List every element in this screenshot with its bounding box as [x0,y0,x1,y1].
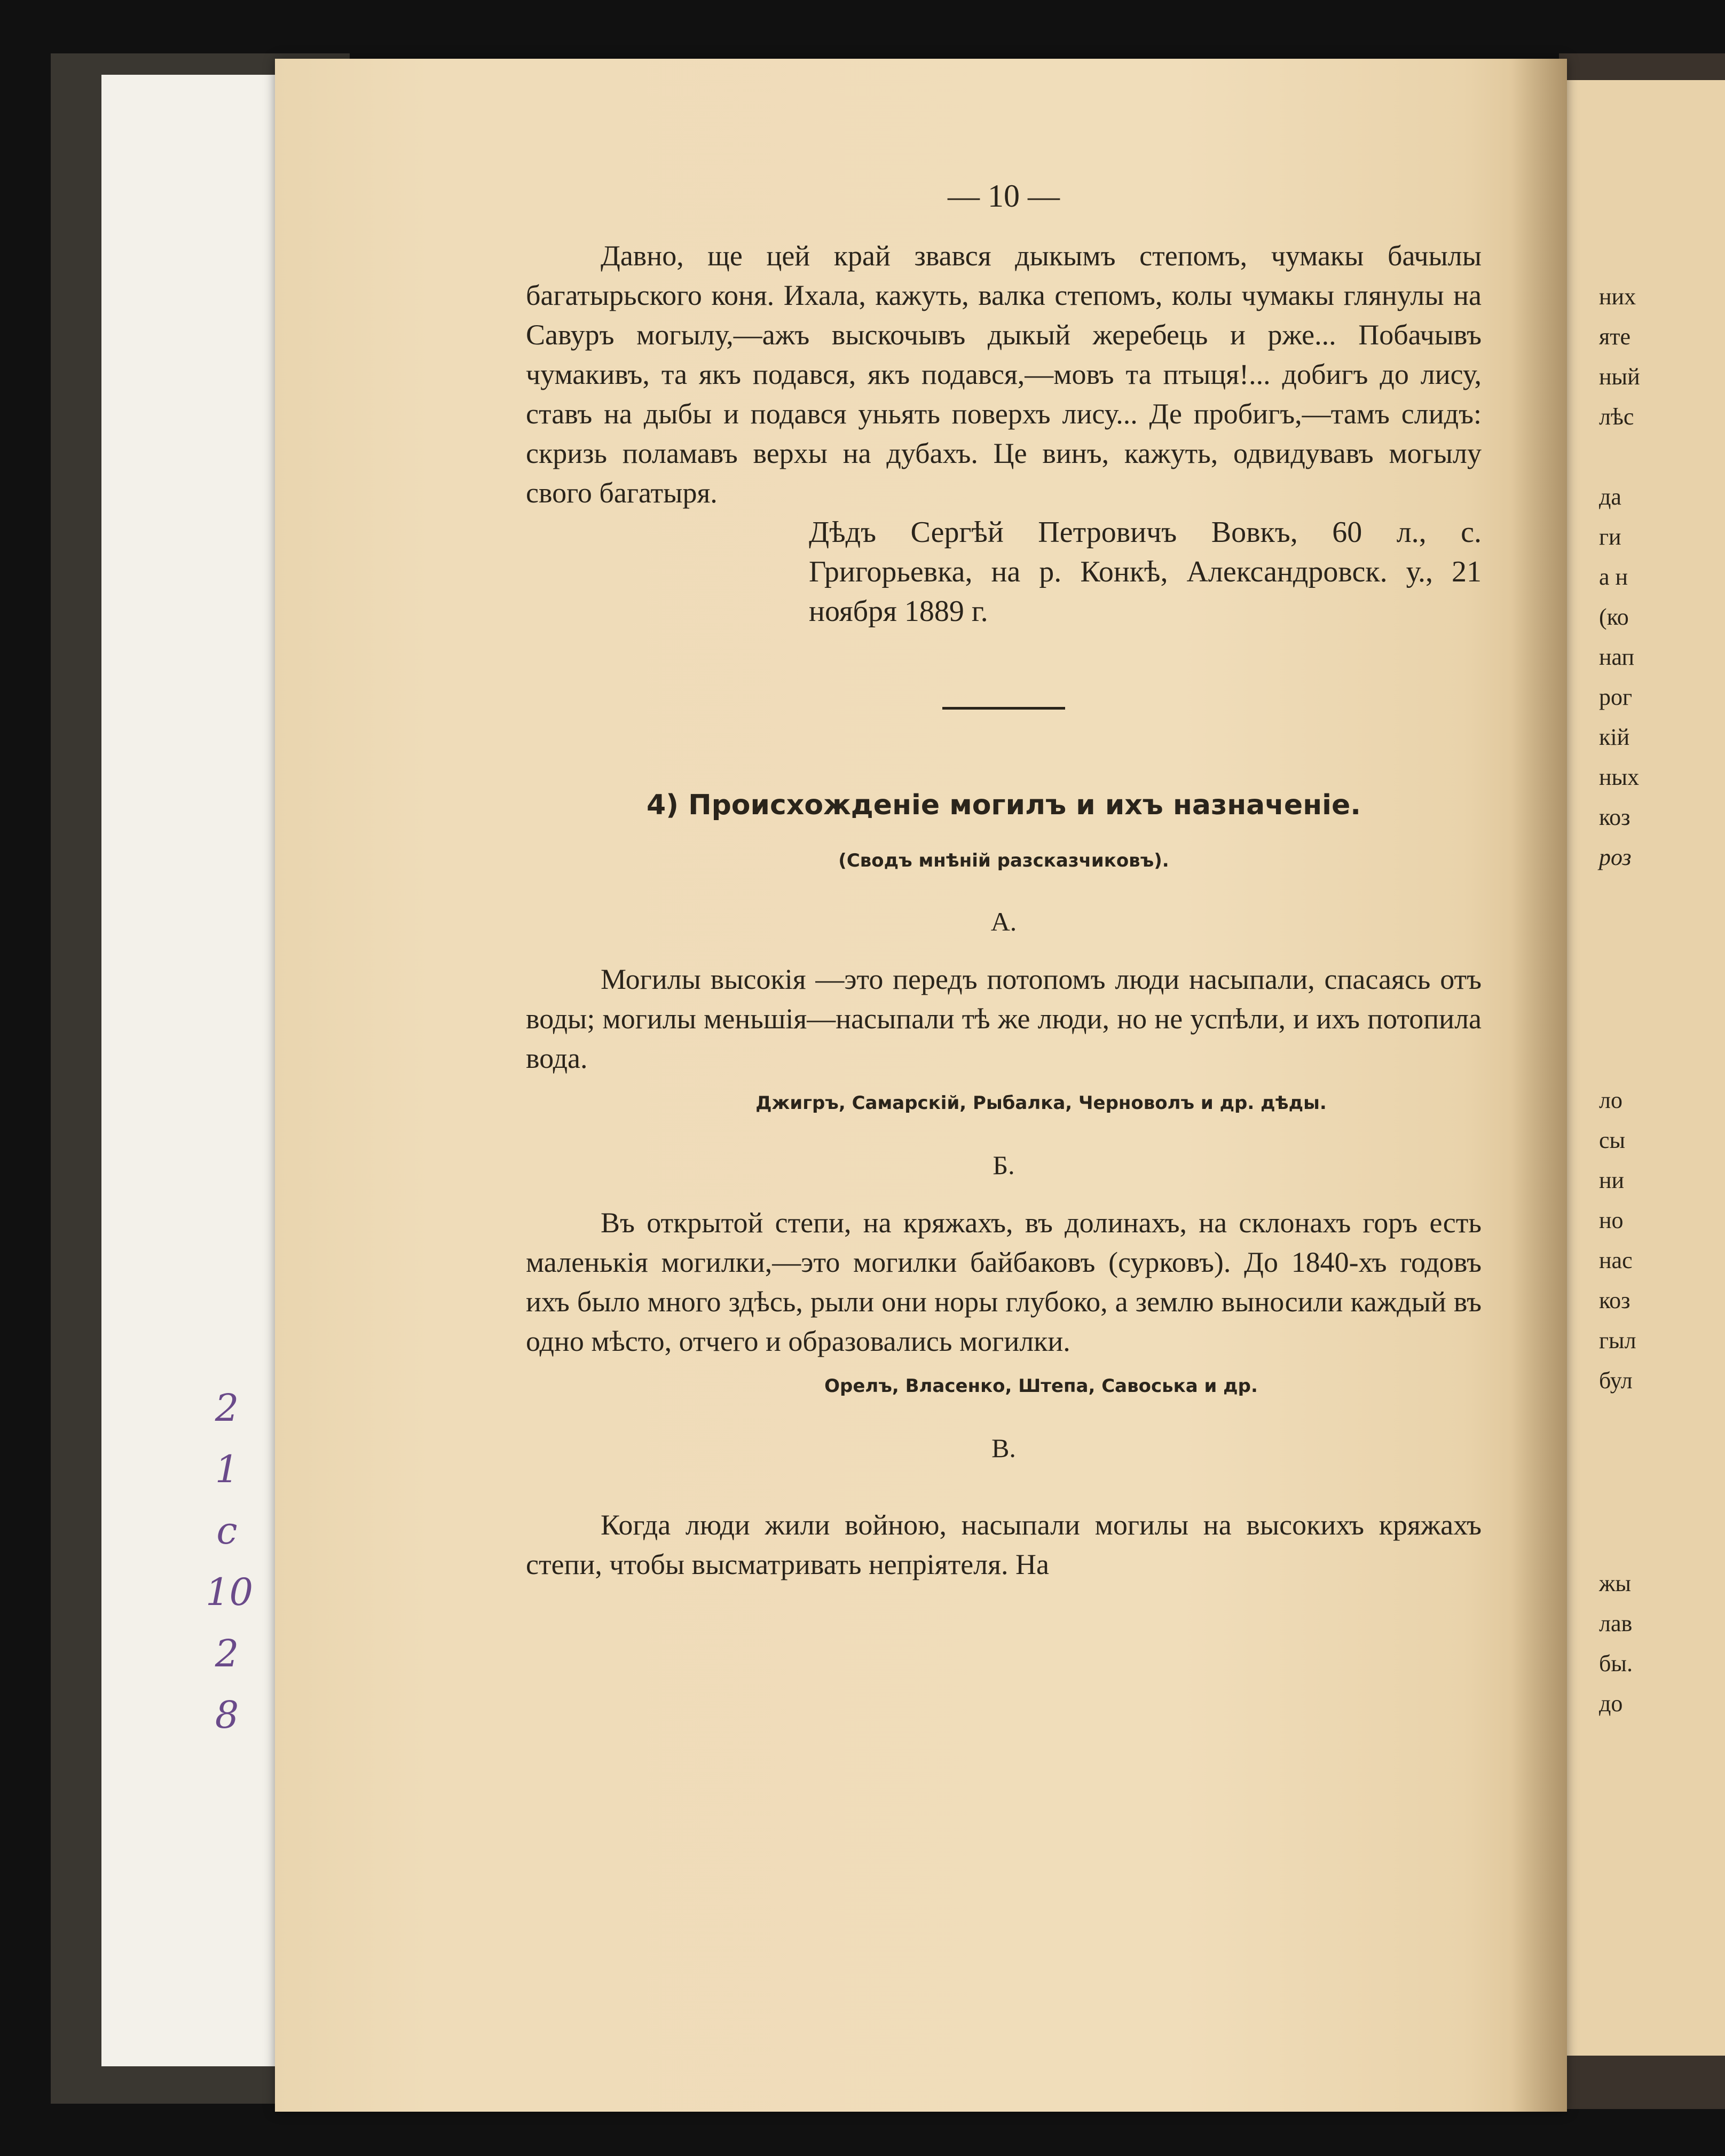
facing-page-fragment: ги [1599,524,1621,550]
facing-page [1562,80,1725,2056]
facing-page-fragment: бы. [1599,1650,1633,1677]
facing-page-fragment: нас [1599,1247,1633,1273]
page-number: — 10 — [948,178,1060,214]
page-text [526,176,1482,1584]
margin-handwriting [206,1378,254,1746]
facing-page-fragment: кій [1599,724,1630,750]
handwritten-mark: 2 [215,1386,239,1430]
handwritten-mark: 8 [215,1693,239,1737]
story-attribution: Дѣдъ Сергѣй Петровичъ Вовкъ, 60 л., с. Григорьевка, на р. Конкѣ, Александровск. у., 21 ноября 1889 г. [809,516,1482,628]
part-text: Когда люди жили войною, насыпали могилы на высокихъ кряжахъ степи, чтобы высматривать непріятеля. На [526,1509,1482,1580]
handwritten-mark: с [216,1509,238,1553]
facing-page-fragment: бул [1599,1367,1633,1394]
handwritten-mark: 2 [215,1632,239,1675]
facing-page-fragment: коз [1599,1287,1631,1313]
section-subheading: (Сводъ мнѣній разсказчиковъ). [838,850,1169,871]
facing-page-fragment: нап [1599,644,1635,670]
part-source: Джигръ, Самарскій, Рыбалка, Черноволъ и др. дѣды. [755,1092,1327,1114]
facing-page-fragment: до [1599,1690,1623,1717]
story-paragraph: Давно, ще цей край звався дыкымъ степомъ, чумакы бачылы багатырьского коня. Ихала, кажуть, валка степомъ, колы чумакы глянулы на Савуръ могылу,—ажъ выскочывъ дыкый жеребець и рже... Побачывъ чумакивъ, та якъ подався, якъ подався,—мовъ та птыця!... добигъ до лису, ставъ на дыбы и подався уньять поверхъ лису... Де пробигъ,—тамъ слидъ: скризь поламавъ верхы на дубахъ. Це винъ, кажуть, одвидувавъ могылу свого багатыря. [526,240,1482,509]
part-text: Въ открытой степи, на кряжахъ, въ долинахъ, на склонахъ горъ есть маленькія могилки,—это могилки байбаковъ (сурковъ). До 1840-хъ годовъ ихъ было много здѣсь, рыли они норы глубоко, а землю выносили каждый въ одно мѣсто, отчего и образовались могилки. [526,1207,1482,1357]
facing-page-fragment: гыл [1599,1327,1636,1354]
handwritten-mark: 10 [206,1570,254,1614]
page-gutter-shadow [1511,59,1567,2112]
facing-page-fragment: (ко [1599,604,1629,630]
part-source: Орелъ, Власенко, Штепа, Савоська и др. [824,1375,1258,1397]
section-heading: 4) Происхожденіе могилъ и ихъ назначеніе. [647,789,1361,821]
facing-page-fragment: роз [1599,844,1632,870]
facing-page-fragment: коз [1599,804,1631,830]
facing-page-fragment: ни [1599,1167,1625,1193]
facing-page-fragment: яте [1599,324,1631,350]
facing-page-fragment: ло [1599,1087,1622,1113]
part-letter: В. [991,1433,1016,1463]
facing-page-fragment: сы [1599,1127,1626,1153]
facing-page-fragment: жы [1599,1570,1631,1596]
facing-page-fragment: ный [1599,364,1640,390]
part-letter: Б. [993,1150,1015,1180]
handwritten-mark: 1 [215,1447,239,1491]
part-letter: А. [990,907,1017,937]
facing-page-fragment: лѣс [1599,404,1634,430]
facing-page-fragment: рог [1599,684,1633,710]
facing-page-fragment: а н [1599,564,1628,590]
part-text: Могилы высокія —это передъ потопомъ люди насыпали, спасаясь отъ воды; могилы меньшія—насыпали тѣ же люди, но не успѣли, и ихъ потопила вода. [526,963,1482,1074]
facing-page-fragment: лав [1599,1610,1633,1636]
facing-page-fragment: них [1599,284,1636,310]
facing-page-fragment: да [1599,484,1621,510]
facing-page-fragment: но [1599,1207,1624,1233]
facing-page-fragment: ных [1599,764,1640,790]
section-separator [942,707,1065,710]
